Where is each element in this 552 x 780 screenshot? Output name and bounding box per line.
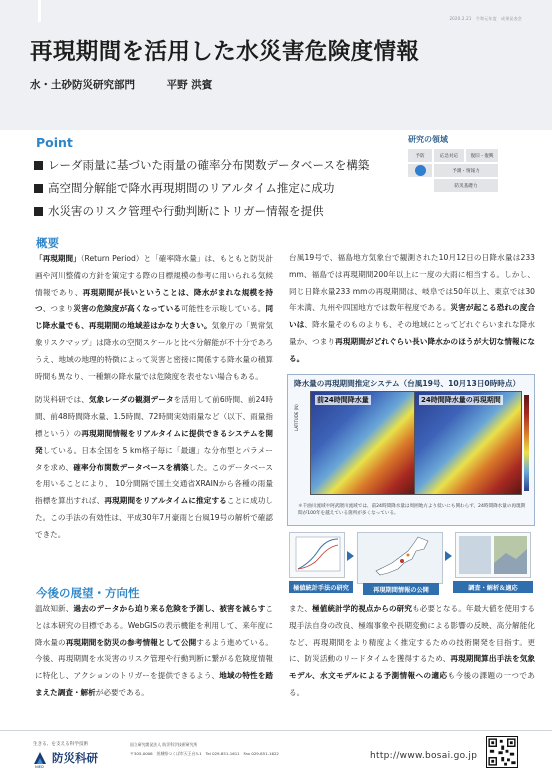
research-domain-box: [408, 134, 526, 206]
outlook-paragraph-2: [289, 601, 535, 702]
domain-cell-forecast: 予測・情報力: [434, 164, 498, 177]
domain-cell-basic: 防災基礎力: [434, 179, 498, 192]
body-text: 台風19号で、福島地方気象台で観測された10月12日の日降水量は233 mm、福島では再現期間200年以上に一度の大雨に相当する。しかし、同じ日降水量233 mmの再現期間は、岐阜では50年以上、東京では30年未満、九州や四国地方では数年程度である。: [289, 253, 535, 313]
footer-url[interactable]: http://www.bosai.go.jp: [370, 751, 478, 761]
body-text: 、降水量そのものよりも、その地域にとってどれぐらいまれな降水量か、つまり: [289, 320, 535, 346]
return-period-map: [414, 391, 522, 495]
author-name: 平野 洪賓: [166, 79, 213, 91]
body-text: 防災科研では、: [35, 395, 89, 405]
emphasis-text: 災害が起こる恐れの度合いは: [289, 303, 535, 330]
body-text: するよう進めている。今後、再現期間を水災害のリスク管理や行動判断に繋がる危険度情報に特化し、アクションのトリガーを提供できるよう、: [35, 637, 274, 681]
emphasis-text: 再現期間情報をリアルタイムに提供できるシステムを開発: [35, 428, 273, 455]
map-label-left: 前24時間降水量: [317, 396, 369, 404]
body-text: 、つまり: [42, 304, 74, 314]
body-text: 気象庁の「異常気象リスクマップ」は降水の空間スケールと比べ分解能が不十分であろうえ、地域の地理的特徴によって災害と密接に関係する降水量の積算時間も異なり、一種類の降水量では危険度を表せない場合もある。: [35, 321, 274, 381]
outlook-heading: 今後の展望・方向性: [36, 586, 140, 600]
domain-cell-recovery: 復旧・復興: [466, 149, 498, 162]
curve-plot-icon: [290, 533, 344, 577]
emphasis-text: 災害の危険度が高くなっている: [73, 304, 181, 314]
body-text: を活用して前6時間、前24時間、前48時間降水量、1.5時間、72時間実効雨量など（以下、雨量指標という）の: [35, 395, 273, 438]
qr-code-icon: [486, 736, 518, 768]
selected-dot-icon: [415, 165, 426, 176]
overview-left-column: [35, 251, 273, 551]
point-text: 水災害のリスク管理や行動判断にトリガー情報を提供: [48, 204, 324, 218]
body-text: している。日本全国を 5 km格子毎に「最適」な分布型とパラメータを求め、: [35, 445, 273, 472]
emphasis-text: 再現期間をリアルタイムに推定する: [104, 496, 227, 506]
footer-logo-text: 防災科研: [52, 751, 98, 765]
department-name: 水・土砂防災研究部門: [30, 79, 135, 91]
header-accent: [38, 0, 41, 22]
header-date: 2020.2.21 令和元年度 成果発表会: [449, 16, 522, 21]
arrow-right-icon: [445, 551, 452, 561]
overview-right-column: [289, 250, 535, 375]
page-title: 再現期間を活用した水災害危険度情報: [30, 39, 420, 65]
outlook-right-column: [289, 601, 535, 709]
figure-return-period-system: [287, 374, 535, 526]
outlook-paragraph-1: [35, 601, 273, 702]
overview-paragraph-2: [35, 392, 273, 543]
japan-map-icon: [358, 533, 442, 583]
point-item: [34, 154, 394, 177]
point-heading: Point: [36, 135, 73, 150]
overview-paragraph-1: [35, 251, 273, 385]
footer-tagline: 生きる、を支える科学技術: [33, 742, 89, 747]
footer-org: 国立研究開発法人 防災科学技術研究所: [130, 742, 198, 747]
domain-cell-prevention: 予防: [408, 149, 432, 162]
analysis-photo-icon: [456, 533, 530, 577]
point-list: [34, 154, 394, 223]
body-text: 温故知新、: [35, 604, 74, 613]
body-text: （Return Period）と「確率降水量」は、もともと防災計画や河川整備の方針を策定する際の目標規模の参考に用いられる気候情報であり、: [35, 254, 273, 297]
statistics-panel: [289, 532, 345, 578]
colorbar: [524, 395, 529, 491]
point-text: レーダ雨量に基づいた雨量の確率分布関数データベースを構築: [48, 158, 370, 172]
nied-logo-icon: [33, 751, 47, 765]
domain-cell-response: 応急対応: [434, 149, 464, 162]
figure-workflow: [287, 529, 535, 597]
emphasis-text: 再現期間が長いということは、降水がまれな規模を持つ: [35, 287, 273, 314]
point-item: [34, 200, 394, 223]
author-line: [30, 77, 240, 92]
body-text: また、: [289, 604, 313, 613]
square-bullet-icon: [34, 161, 43, 170]
analysis-panel: [455, 532, 531, 578]
tag-analysis: 調査・解析＆適応: [453, 581, 533, 593]
emphasis-text: 「再現期間」: [35, 254, 81, 263]
emphasis-text: 再現期間算出手法を気象モデル、水文モデルによる予測情報への適応: [289, 654, 536, 681]
body-text: 可能性を示唆している。: [180, 304, 266, 314]
figure-caption: ＊千曲川流域や阿武隈川流域では、前24時間降水量は周囲地方より低いにも関わらず、24時間降水量の再現期間が100年を越えている箇所が多くなっている。: [298, 504, 526, 516]
emphasis-text: 極値統計学的視点からの研究: [312, 604, 413, 613]
point-text: 高空間分解能で降水再現期間のリアルタイム推定に成功: [48, 181, 335, 195]
overview-heading: 概要: [36, 236, 59, 250]
emphasis-text: 再現期間がどれぐらい長い降水かのほうが大切な情報になる。: [289, 336, 536, 363]
body-text: も今後の課題の一つである。: [289, 671, 535, 697]
body-text: が必要である。: [95, 687, 149, 697]
domain-spacer: [408, 179, 432, 192]
footer-logo-sub: NIED: [35, 765, 44, 769]
emphasis-text: 確率分布関数データベースを構築: [73, 462, 189, 472]
body-text: ことは本研究の目標である。WebGISの表示機能を利用して、来年度に降水量の: [35, 604, 274, 647]
square-bullet-icon: [34, 207, 43, 216]
domain-grid: [408, 149, 526, 192]
domain-title: 研究の領域: [408, 135, 448, 144]
body-text: した。このデータベースを用いることにより、 10分間隔で国土交通省XRAINから各種の雨量指標を算出すれば、: [35, 462, 274, 506]
tag-statistics: 極値統計手法の研究: [289, 581, 353, 593]
tag-publication: 再現期間情報の公開: [363, 583, 439, 595]
footer-org-block: [130, 741, 279, 758]
footer-address: 〒305-0006 茨城県つくば市天王台3-1 Tel 029-851-1611 Fax 029-851-1622: [130, 750, 279, 756]
emphasis-text: 同じ降水量でも、再現期間の地域差はかなり大きい。: [35, 304, 274, 331]
axis-label: LATITUDE (N): [294, 404, 299, 431]
overview-paragraph-3: [289, 250, 535, 368]
square-bullet-icon: [34, 184, 43, 193]
body-text: ことに成功した。この手法の有効性は、平成30年7月豪雨と台風19号の解析で確認できた。: [35, 496, 274, 539]
map-label-right: 24時間降水量の再現期間: [421, 396, 501, 404]
body-text: も必要となる。年最大値を使用する現手法自身の改良、極端事象や長期変動による影響の反映、高分解能化など、再現期間をより精度よく推定するための技術開発を目指す。更に、防災活動のリードタイムを獲得するため、: [289, 604, 536, 664]
arrow-right-icon: [347, 551, 354, 561]
emphasis-text: 過去のデータから迫り来る危険を予測し、被害を減らす: [73, 604, 266, 613]
emphasis-text: 地域の特性を踏まえた調査・解析: [35, 671, 273, 697]
outlook-left-column: [35, 601, 273, 709]
domain-marker: [408, 164, 432, 177]
emphasis-text: 気象レーダの観測データ: [88, 395, 174, 405]
point-item: [34, 177, 394, 200]
precipitation-map: [310, 391, 418, 495]
figure-title: 降水量の再現期間推定システム（台風19号、10月13日0時時点）: [294, 379, 521, 388]
map-panel: [357, 532, 443, 584]
emphasis-text: 再現期間を防災の参考情報として公開: [65, 637, 197, 647]
footer: [0, 730, 552, 780]
